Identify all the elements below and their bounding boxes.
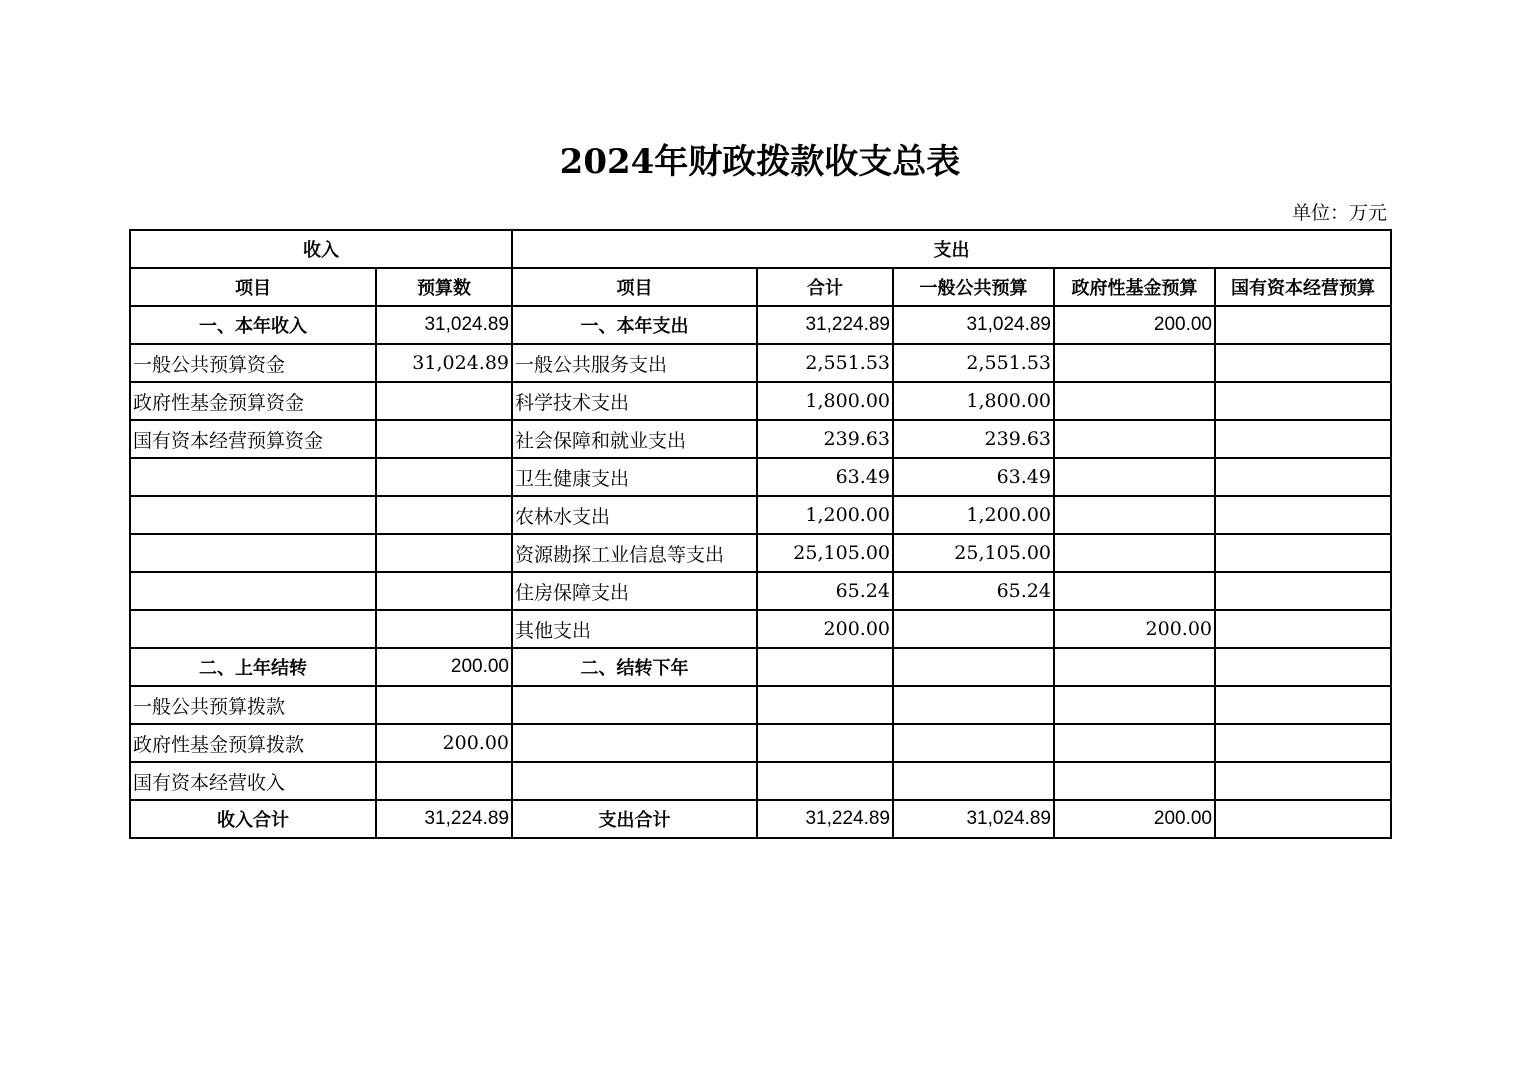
- expense-total-cell: [757, 724, 893, 762]
- income-item-cell: [130, 496, 376, 534]
- col-budget: 预算数: [376, 268, 512, 306]
- income-amount-cell: 31,024.89: [376, 344, 512, 382]
- general-budget-cell: 31,024.89: [893, 306, 1054, 344]
- income-amount-cell: 200.00: [376, 724, 512, 762]
- expense-item-cell: 科学技术支出: [512, 382, 757, 420]
- state-capital-cell: [1215, 572, 1391, 610]
- fund-budget-cell: 200.00: [1054, 306, 1215, 344]
- state-capital-cell: [1215, 420, 1391, 458]
- table-row: [130, 344, 1391, 382]
- general-budget-cell: 1,200.00: [893, 496, 1054, 534]
- general-budget-cell: 31,024.89: [893, 800, 1054, 838]
- general-budget-cell: 25,105.00: [893, 534, 1054, 572]
- fund-budget-cell: [1054, 344, 1215, 382]
- fund-budget-cell: [1054, 686, 1215, 724]
- table-row: [130, 800, 1391, 838]
- state-capital-cell: [1215, 724, 1391, 762]
- fund-budget-cell: [1054, 762, 1215, 800]
- income-amount-cell: [376, 458, 512, 496]
- income-item-cell: [130, 572, 376, 610]
- state-capital-cell: [1215, 382, 1391, 420]
- unit-label: 单位：万元: [1291, 202, 1387, 224]
- expense-total-cell: [757, 686, 893, 724]
- table-row: [130, 686, 1391, 724]
- col-total: 合计: [757, 268, 893, 306]
- state-capital-cell: [1215, 610, 1391, 648]
- table-row: [130, 534, 1391, 572]
- expense-total-cell: 31,224.89: [757, 306, 893, 344]
- fund-budget-cell: [1054, 534, 1215, 572]
- income-amount-cell: 200.00: [376, 648, 512, 686]
- general-budget-cell: [893, 724, 1054, 762]
- general-budget-cell: [893, 610, 1054, 648]
- fund-budget-cell: [1054, 458, 1215, 496]
- fund-budget-cell: [1054, 572, 1215, 610]
- table-row: [130, 306, 1391, 344]
- state-capital-cell: [1215, 306, 1391, 344]
- table-row: [130, 382, 1391, 420]
- column-header-row: [130, 268, 1391, 306]
- income-amount-cell: [376, 420, 512, 458]
- expense-item-cell: [512, 762, 757, 800]
- fund-budget-cell: 200.00: [1054, 800, 1215, 838]
- expense-total-cell: 1,800.00: [757, 382, 893, 420]
- expense-total-cell: 2,551.53: [757, 344, 893, 382]
- expense-total-cell: [757, 762, 893, 800]
- state-capital-cell: [1215, 686, 1391, 724]
- expense-total-cell: 239.63: [757, 420, 893, 458]
- fund-budget-cell: [1054, 724, 1215, 762]
- income-item-cell: 国有资本经营预算资金: [130, 420, 376, 458]
- fund-budget-cell: 200.00: [1054, 610, 1215, 648]
- table-row: [130, 648, 1391, 686]
- expense-item-cell: 一、本年支出: [512, 306, 757, 344]
- general-budget-cell: 63.49: [893, 458, 1054, 496]
- state-capital-cell: [1215, 648, 1391, 686]
- income-item-cell: [130, 458, 376, 496]
- income-item-cell: [130, 534, 376, 572]
- state-capital-cell: [1215, 762, 1391, 800]
- fund-budget-cell: [1054, 648, 1215, 686]
- expense-total-cell: 65.24: [757, 572, 893, 610]
- state-capital-cell: [1215, 496, 1391, 534]
- income-item-cell: 收入合计: [130, 800, 376, 838]
- expense-item-cell: 二、结转下年: [512, 648, 757, 686]
- expense-total-cell: 25,105.00: [757, 534, 893, 572]
- expense-total-cell: 63.49: [757, 458, 893, 496]
- expense-total-cell: 31,224.89: [757, 800, 893, 838]
- table-row: [130, 724, 1391, 762]
- income-item-cell: 一般公共预算拨款: [130, 686, 376, 724]
- table-row: [130, 610, 1391, 648]
- general-budget-cell: 1,800.00: [893, 382, 1054, 420]
- income-item-cell: 一、本年收入: [130, 306, 376, 344]
- section-header-row: [130, 230, 1391, 268]
- income-item-cell: 二、上年结转: [130, 648, 376, 686]
- income-amount-cell: 31,024.89: [376, 306, 512, 344]
- col-item-income: 项目: [130, 268, 376, 306]
- fund-budget-cell: [1054, 382, 1215, 420]
- expense-total-cell: [757, 648, 893, 686]
- col-general: 一般公共预算: [893, 268, 1054, 306]
- expense-item-cell: 一般公共服务支出: [512, 344, 757, 382]
- income-item-cell: [130, 610, 376, 648]
- state-capital-cell: [1215, 800, 1391, 838]
- expense-total-cell: 1,200.00: [757, 496, 893, 534]
- col-state: 国有资本经营预算: [1215, 268, 1391, 306]
- general-budget-cell: [893, 762, 1054, 800]
- income-amount-cell: [376, 534, 512, 572]
- col-item-expense: 项目: [512, 268, 757, 306]
- expense-item-cell: 住房保障支出: [512, 572, 757, 610]
- expense-item-cell: 农林水支出: [512, 496, 757, 534]
- income-item-cell: 政府性基金预算拨款: [130, 724, 376, 762]
- state-capital-cell: [1215, 458, 1391, 496]
- expense-item-cell: 资源勘探工业信息等支出: [512, 534, 757, 572]
- income-amount-cell: [376, 572, 512, 610]
- table-row: [130, 420, 1391, 458]
- expense-item-cell: 支出合计: [512, 800, 757, 838]
- expense-item-cell: [512, 686, 757, 724]
- income-amount-cell: [376, 762, 512, 800]
- income-amount-cell: 31,224.89: [376, 800, 512, 838]
- page-title: 2024年财政拨款收支总表: [559, 142, 961, 182]
- income-amount-cell: [376, 610, 512, 648]
- income-item-cell: 一般公共预算资金: [130, 344, 376, 382]
- expense-item-cell: 其他支出: [512, 610, 757, 648]
- general-budget-cell: 65.24: [893, 572, 1054, 610]
- expense-total-cell: 200.00: [757, 610, 893, 648]
- income-amount-cell: [376, 382, 512, 420]
- income-header: 收入: [130, 230, 512, 268]
- col-fund: 政府性基金预算: [1054, 268, 1215, 306]
- table-row: [130, 458, 1391, 496]
- table-row: [130, 572, 1391, 610]
- general-budget-cell: [893, 648, 1054, 686]
- table-row: [130, 496, 1391, 534]
- budget-table: [129, 229, 1392, 839]
- expense-item-cell: 卫生健康支出: [512, 458, 757, 496]
- fund-budget-cell: [1054, 420, 1215, 458]
- fund-budget-cell: [1054, 496, 1215, 534]
- expense-item-cell: [512, 724, 757, 762]
- income-item-cell: 政府性基金预算资金: [130, 382, 376, 420]
- general-budget-cell: [893, 686, 1054, 724]
- income-amount-cell: [376, 496, 512, 534]
- table-row: [130, 762, 1391, 800]
- state-capital-cell: [1215, 344, 1391, 382]
- income-amount-cell: [376, 686, 512, 724]
- general-budget-cell: 239.63: [893, 420, 1054, 458]
- state-capital-cell: [1215, 534, 1391, 572]
- expense-header: 支出: [512, 230, 1391, 268]
- income-item-cell: 国有资本经营收入: [130, 762, 376, 800]
- general-budget-cell: 2,551.53: [893, 344, 1054, 382]
- expense-item-cell: 社会保障和就业支出: [512, 420, 757, 458]
